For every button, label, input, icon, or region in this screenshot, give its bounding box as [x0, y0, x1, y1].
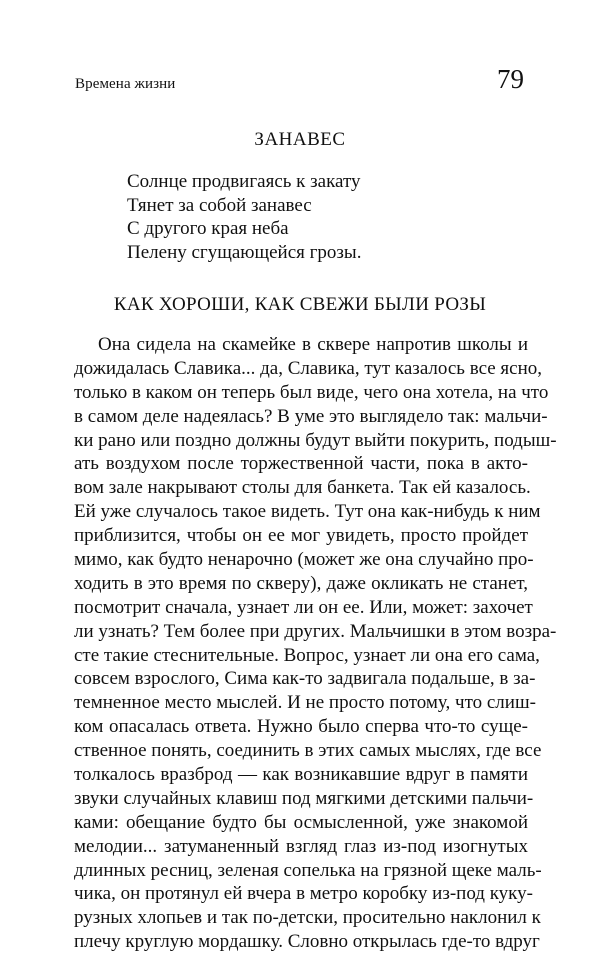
text-line: темненное место мыслей. И не просто потому, что слиш-	[74, 692, 536, 714]
text-line: вом зале накрывают столы для банкета. Так ей казалось.	[74, 477, 531, 499]
poem-line: Солнце продвигаясь к закату	[127, 171, 361, 192]
text-line: сте такие стеснительные. Вопрос, узнает ли она его сама,	[74, 644, 540, 666]
story-title: КАК ХОРОШИ, КАК СВЕЖИ БЫЛИ РОЗЫ	[113, 294, 487, 315]
running-head: Времена жизни	[75, 76, 176, 92]
poem-line: Пелену сгущающейся грозы.	[127, 241, 362, 263]
poem-title: ЗАНАВЕС	[254, 129, 346, 150]
story-body	[74, 333, 557, 954]
text-line: ки рано или поздно должны будут выйти покурить, подыш-	[74, 429, 557, 451]
text-line: Ей уже случалось такое видеть. Тут она как-нибудь к ним	[74, 501, 541, 523]
text-line: совсем взрослого, Сима как-то задвигала подальше, в за-	[74, 668, 536, 690]
text-line: ками: обещание будто бы осмысленной, уже знакомой	[74, 811, 528, 833]
page-number: 79	[497, 64, 524, 94]
text-line: ходить в это время по скверу), даже окликать не станет,	[74, 572, 528, 594]
text-line: ственное понять, соединить в этих самых мыслях, где все	[74, 740, 542, 762]
poem-line: С другого края неба	[127, 218, 289, 239]
text-line: приблизится, чтобы он ее мог увидеть, просто пройдет	[74, 525, 528, 547]
text-line: мелодии... затуманенный взгляд глаз из-под изогнутых	[74, 835, 528, 857]
poem	[127, 170, 361, 264]
poem-line: Тянет за собой занавес	[127, 194, 312, 216]
text-line: посмотрит сначала, узнает ли он ее. Или, может: захочет	[74, 596, 533, 618]
text-line: толкалось вразброд — как возникавшие вдруг в памяти	[74, 764, 528, 786]
text-line: звуки случайных клавиш под мягкими детскими пальчи-	[74, 787, 534, 809]
text-line: длинных ресниц, зеленая сопелька на грязной щеке маль-	[74, 859, 542, 881]
text-line: ать воздухом после торжественной части, пока в акто-	[74, 453, 528, 475]
text-line: в самом деле надеялась? В уме это выглядело так: мальчи-	[74, 405, 548, 427]
text-line: мимо, как будто ненарочно (может же она случайно про-	[74, 549, 534, 571]
text-line: рузных хлопьев и так по-детски, просительно наклонил к	[74, 907, 541, 929]
text-line: дожидалась Славика... да, Славика, тут казалось все ясно,	[74, 357, 543, 379]
text-line: ком опасалась ответа. Нужно было сперва что-то суще-	[74, 716, 528, 738]
text-line: ли узнать? Тем более при других. Мальчишки в этом возра-	[74, 620, 557, 642]
text-line: Она сидела на скамейке в сквере напротив школы и	[98, 334, 528, 355]
text-line: плечу круглую мордашку. Словно открылась где-то вдруг	[74, 931, 540, 953]
text-line: чика, он протянул ей вчера в метро коробку из-под куку-	[74, 883, 533, 905]
text-line: только в каком он теперь был виде, чего она хотела, на что	[74, 381, 549, 403]
